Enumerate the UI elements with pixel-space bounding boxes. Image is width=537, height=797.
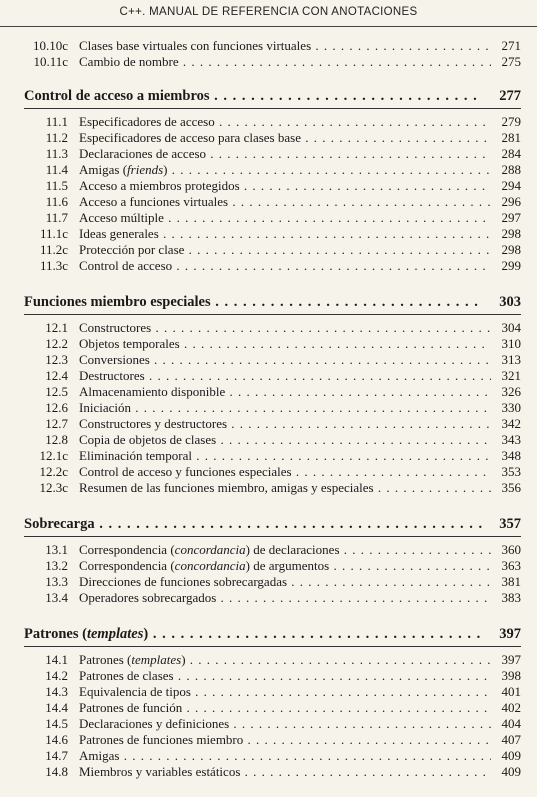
entry-page: 296 xyxy=(501,194,521,209)
entry-title: Acceso a funciones virtuales . . . xyxy=(79,194,491,210)
toc-entry xyxy=(24,368,521,384)
entry-number: 14.3 xyxy=(45,684,68,699)
chapter-rule xyxy=(24,646,521,647)
entry-title: Especificadores de acceso . . . xyxy=(79,114,491,130)
italic-term: friends xyxy=(127,162,164,177)
entry-title: Protección por clase . . . xyxy=(79,242,491,258)
entry-title: Especificadores de acceso para clases base . . . xyxy=(79,130,491,146)
toc-entry xyxy=(24,146,521,162)
toc-entry xyxy=(24,574,521,590)
toc-entry xyxy=(24,416,521,432)
entry-title: Constructores y destructores . . . xyxy=(79,416,491,432)
entry-page: 353 xyxy=(501,464,521,479)
entry-title: Equivalencia de tipos . . . xyxy=(79,684,491,700)
entry-title: Almacenamiento disponible . . . xyxy=(79,384,491,400)
toc-entry xyxy=(24,54,521,70)
toc-entry xyxy=(24,542,521,558)
toc-entry xyxy=(24,700,521,716)
entry-title: Constructores . . . xyxy=(79,320,491,336)
entry-number: 12.2 xyxy=(45,336,68,351)
entry-title: Amigas (friends) . . . xyxy=(79,162,491,178)
entry-number: 11.4 xyxy=(45,162,68,177)
toc-entry xyxy=(24,668,521,684)
entry-number: 12.5 xyxy=(45,384,68,399)
entry-number: 10.10c xyxy=(32,38,68,53)
entry-number: 14.8 xyxy=(45,764,68,779)
chapter-heading xyxy=(24,514,521,534)
entry-title: Eliminación temporal . . . xyxy=(79,448,491,464)
toc-entry xyxy=(24,336,521,352)
entry-page: 398 xyxy=(501,668,521,683)
entry-page: 298 xyxy=(501,242,521,257)
chapter-heading xyxy=(24,292,521,312)
toc-entry xyxy=(24,590,521,606)
entry-number: 12.1 xyxy=(45,320,68,335)
running-header: C++. MANUAL DE REFERENCIA CON ANOTACIONES xyxy=(119,6,418,18)
chapter-title: Sobrecarga . . . xyxy=(24,514,483,534)
entry-title: Acceso a miembros protegidos . . . xyxy=(79,178,491,194)
toc-entry xyxy=(24,764,521,780)
entry-title: Conversiones . . . xyxy=(79,352,491,368)
chapter-rule xyxy=(24,314,521,315)
italic-term: templates xyxy=(131,652,182,667)
chapters xyxy=(0,70,537,780)
section-gap xyxy=(0,274,537,292)
italic-term: concordancia xyxy=(174,558,246,573)
entry-number: 11.6 xyxy=(45,194,68,209)
entry-number: 12.2c xyxy=(39,464,68,479)
entry-title: Copia de objetos de clases . . . xyxy=(79,432,491,448)
header-rule xyxy=(0,26,537,27)
toc-entry xyxy=(24,352,521,368)
entry-page: 360 xyxy=(501,542,521,557)
entry-number: 11.2c xyxy=(39,242,68,257)
entry-page: 310 xyxy=(501,336,521,351)
entry-title: Declaraciones de acceso . . . xyxy=(79,146,491,162)
entry-number: 12.4 xyxy=(45,368,68,383)
section-gap xyxy=(0,70,537,86)
toc-entry xyxy=(24,384,521,400)
entry-title: Direcciones de funciones sobrecargadas . . . xyxy=(79,574,491,590)
entry-title: Operadores sobrecargados . . . xyxy=(79,590,491,606)
chapter-page: 303 xyxy=(499,294,521,310)
chapter-title: Control de acceso a miembros . . . xyxy=(24,86,483,106)
entry-number: 12.3c xyxy=(39,480,68,495)
entry-page: 409 xyxy=(501,764,521,779)
entry-page: 348 xyxy=(501,448,521,463)
entry-page: 304 xyxy=(501,320,521,335)
entry-title: Acceso múltiple . . . xyxy=(79,210,491,226)
entry-number: 14.7 xyxy=(45,748,68,763)
entry-title: Ideas generales . . . xyxy=(79,226,491,242)
entry-title: Iniciación . . . xyxy=(79,400,491,416)
entry-page: 363 xyxy=(501,558,521,573)
entry-page: 342 xyxy=(501,416,521,431)
section-gap xyxy=(0,606,537,624)
entry-title: Patrones (templates) . . . xyxy=(79,652,491,668)
toc-entry xyxy=(24,178,521,194)
entry-page: 401 xyxy=(501,684,521,699)
entry-page: 397 xyxy=(501,652,521,667)
entry-title: Correspondencia (concordancia) de declaraciones . . . xyxy=(79,542,491,558)
entry-page: 299 xyxy=(501,258,521,273)
entry-page: 281 xyxy=(501,130,521,145)
toc-entry xyxy=(24,732,521,748)
entry-title: Control de acceso y funciones especiales . . . xyxy=(79,464,491,480)
entry-page: 402 xyxy=(501,700,521,715)
toc-entry xyxy=(24,684,521,700)
entry-page: 275 xyxy=(501,54,521,69)
entry-page: 271 xyxy=(501,38,521,53)
entry-number: 11.5 xyxy=(45,178,68,193)
entry-title: Amigas . . . xyxy=(79,748,491,764)
entry-number: 12.1c xyxy=(39,448,68,463)
entry-title: Patrones de función . . . xyxy=(79,700,491,716)
toc-entry xyxy=(24,210,521,226)
entry-number: 11.3c xyxy=(39,258,68,273)
entry-title: Resumen de las funciones miembro, amigas y especiales . . . xyxy=(79,480,491,496)
entry-page: 330 xyxy=(501,400,521,415)
entry-number: 13.4 xyxy=(45,590,68,605)
entry-page: 409 xyxy=(501,748,521,763)
toc-entry xyxy=(24,716,521,732)
entry-title: Control de acceso . . . xyxy=(79,258,491,274)
entry-title: Patrones de funciones miembro . . . xyxy=(79,732,491,748)
entry-number: 14.6 xyxy=(45,732,68,747)
toc-entry xyxy=(24,480,521,496)
italic-term: templates xyxy=(86,626,144,642)
chapter-title: Funciones miembro especiales . . . xyxy=(24,292,483,312)
toc-entry xyxy=(24,226,521,242)
chapter-rule xyxy=(24,536,521,537)
entry-page: 404 xyxy=(501,716,521,731)
chapter-page: 397 xyxy=(499,626,521,642)
chapter-page: 277 xyxy=(499,88,521,104)
toc-entry xyxy=(24,400,521,416)
entry-title: Clases base virtuales con funciones virtuales . . . xyxy=(79,38,491,54)
chapter-page: 357 xyxy=(499,516,521,532)
italic-term: concordancia xyxy=(174,542,246,557)
toc-entry xyxy=(24,194,521,210)
entry-title: Correspondencia (concordancia) de argumentos . . . xyxy=(79,558,491,574)
entry-title: Patrones de clases . . . xyxy=(79,668,491,684)
entry-page: 288 xyxy=(501,162,521,177)
entry-number: 10.11c xyxy=(33,54,68,69)
toc-entry xyxy=(24,432,521,448)
table-of-contents xyxy=(0,38,537,780)
entry-page: 321 xyxy=(501,368,521,383)
entry-number: 14.2 xyxy=(45,668,68,683)
entry-page: 294 xyxy=(501,178,521,193)
entry-number: 14.5 xyxy=(45,716,68,731)
toc-entry xyxy=(24,114,521,130)
entry-page: 356 xyxy=(501,480,521,495)
chapter-heading xyxy=(24,624,521,644)
entry-title: Declaraciones y definiciones . . . xyxy=(79,716,491,732)
intro-entries xyxy=(0,38,537,70)
entry-number: 12.8 xyxy=(45,432,68,447)
toc-entry xyxy=(24,464,521,480)
toc-entry xyxy=(24,558,521,574)
entry-title: Destructores . . . xyxy=(79,368,491,384)
entry-title: Cambio de nombre . . . xyxy=(79,54,491,70)
entry-page: 381 xyxy=(501,574,521,589)
toc-entry xyxy=(24,258,521,274)
toc-entry xyxy=(24,162,521,178)
toc-entry xyxy=(24,652,521,668)
entry-number: 13.3 xyxy=(45,574,68,589)
entry-page: 284 xyxy=(501,146,521,161)
entry-title: Objetos temporales . . . xyxy=(79,336,491,352)
entry-page: 343 xyxy=(501,432,521,447)
section-gap xyxy=(0,496,537,514)
entry-number: 11.1 xyxy=(45,114,68,129)
entry-page: 298 xyxy=(501,226,521,241)
entry-number: 11.7 xyxy=(45,210,68,225)
entry-number: 13.1 xyxy=(45,542,68,557)
toc-entry xyxy=(24,320,521,336)
entry-number: 11.2 xyxy=(45,130,68,145)
entry-number: 13.2 xyxy=(45,558,68,573)
entry-page: 313 xyxy=(501,352,521,367)
entry-page: 297 xyxy=(501,210,521,225)
entry-number: 12.3 xyxy=(45,352,68,367)
entry-number: 11.3 xyxy=(45,146,68,161)
entry-number: 14.1 xyxy=(45,652,68,667)
toc-entry xyxy=(24,130,521,146)
entry-number: 12.6 xyxy=(45,400,68,415)
entry-number: 11.1c xyxy=(39,226,68,241)
entry-title: Miembros y variables estáticos . . . xyxy=(79,764,491,780)
chapter-title: Patrones (templates) . . . xyxy=(24,624,483,644)
chapter-heading xyxy=(24,86,521,106)
toc-entry xyxy=(24,242,521,258)
entry-number: 12.7 xyxy=(45,416,68,431)
entry-page: 326 xyxy=(501,384,521,399)
entry-number: 14.4 xyxy=(45,700,68,715)
entry-page: 407 xyxy=(501,732,521,747)
entry-page: 383 xyxy=(501,590,521,605)
toc-entry xyxy=(24,38,521,54)
entry-page: 279 xyxy=(501,114,521,129)
toc-entry xyxy=(24,448,521,464)
chapter-rule xyxy=(24,108,521,109)
toc-entry xyxy=(24,748,521,764)
